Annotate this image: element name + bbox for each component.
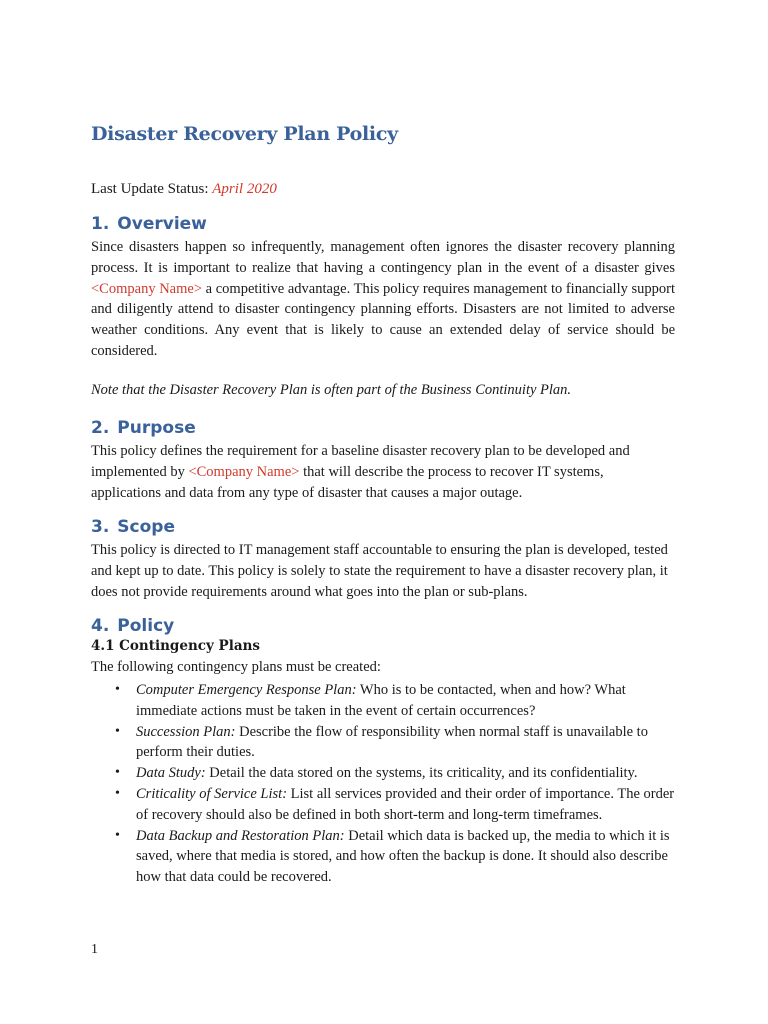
contingency-plan-list <box>91 680 675 888</box>
contingency-intro: The following contingency plans must be created: <box>91 659 381 675</box>
list-item <box>91 826 675 888</box>
purpose-text-1: This policy defines the requirement for a baseline disaster recovery plan to be developed and implemented by <box>91 443 630 480</box>
subsection-heading-contingency-plans: 4.1 Contingency Plans <box>91 638 260 654</box>
section-number: 2. <box>91 418 110 438</box>
list-item <box>91 680 675 722</box>
overview-note: Note that the Disaster Recovery Plan is often part of the Business Continuity Plan. <box>91 382 572 398</box>
section-number: 4. <box>91 616 110 636</box>
plan-term: Computer Emergency Response Plan: <box>136 682 357 698</box>
purpose-paragraph <box>91 441 675 503</box>
status-date: April 2020 <box>212 181 277 197</box>
overview-text-2: a competitive advantage. This policy requires management to financially support and diligently attend to disaster contingency planning efforts. Disasters are not limited to adverse weather conditions. Any event that is likely to cause an extended delay of service should be considered. <box>91 280 675 359</box>
overview-text-1: Since disasters happen so infrequently, management often ignores the disaster recovery planning process. It is important to realize that having a contingency plan in the event of a disaster gives <box>91 239 675 276</box>
section-title: Scope <box>117 517 175 537</box>
page-number: 1 <box>91 942 98 957</box>
list-item <box>91 722 675 764</box>
company-name-placeholder: <Company Name> <box>188 463 300 480</box>
plan-term: Data Backup and Restoration Plan: <box>136 827 345 844</box>
section-heading-overview <box>91 214 207 234</box>
plan-description: Describe the flow of responsibility when normal staff is unavailable to perform their duties. <box>136 723 648 761</box>
plan-term: Criticality of Service List: <box>136 785 288 802</box>
section-title: Purpose <box>117 418 196 438</box>
section-number: 3. <box>91 517 110 537</box>
list-item <box>91 784 675 826</box>
company-name-placeholder: <Company Name> <box>91 280 203 297</box>
plan-description: List all services provided and their order of importance. The order of recovery should also be defined in both short-term and long-term timeframes. <box>136 785 675 823</box>
purpose-text-2: that will describe the process to recover IT systems, applications and data from any type of disaster that causes a major outage. <box>91 463 604 501</box>
section-title: Policy <box>117 616 175 636</box>
bullet-icon: • <box>115 785 120 801</box>
bullet-icon: • <box>115 682 120 697</box>
plan-term: Succession Plan: <box>136 723 236 740</box>
section-title: Overview <box>117 214 207 234</box>
list-item <box>91 763 675 784</box>
document-title: Disaster Recovery Plan Policy <box>91 123 398 145</box>
plan-description: Detail the data stored on the systems, its criticality, and its confidentiality. <box>209 765 638 782</box>
section-number: 1. <box>91 214 110 234</box>
plan-term: Data Study: <box>136 765 206 782</box>
last-update-status <box>91 181 277 198</box>
section-heading-purpose <box>91 418 196 438</box>
bullet-icon: • <box>115 723 120 739</box>
plan-description: Detail which data is backed up, the media to which it is saved, where that media is stored, and how often the backup is done. It should also describe how that data could be recovered. <box>136 827 670 886</box>
section-heading-policy <box>91 616 174 636</box>
status-label: Last Update Status: <box>91 181 209 197</box>
section-heading-scope <box>91 517 175 537</box>
plan-description: Who is to be contacted, when and how? What immediate actions must be taken in the event of certain occurrences? <box>136 682 626 719</box>
bullet-icon: • <box>115 827 120 843</box>
scope-paragraph: This policy is directed to IT management staff accountable to ensuring the plan is developed, tested and kept up to date. This policy is solely to state the requirement to have a disaster recovery plan, it does not provide requirements around what goes into the plan or sub-plans. <box>91 542 668 600</box>
overview-paragraph <box>91 237 675 362</box>
bullet-icon: • <box>115 765 120 781</box>
